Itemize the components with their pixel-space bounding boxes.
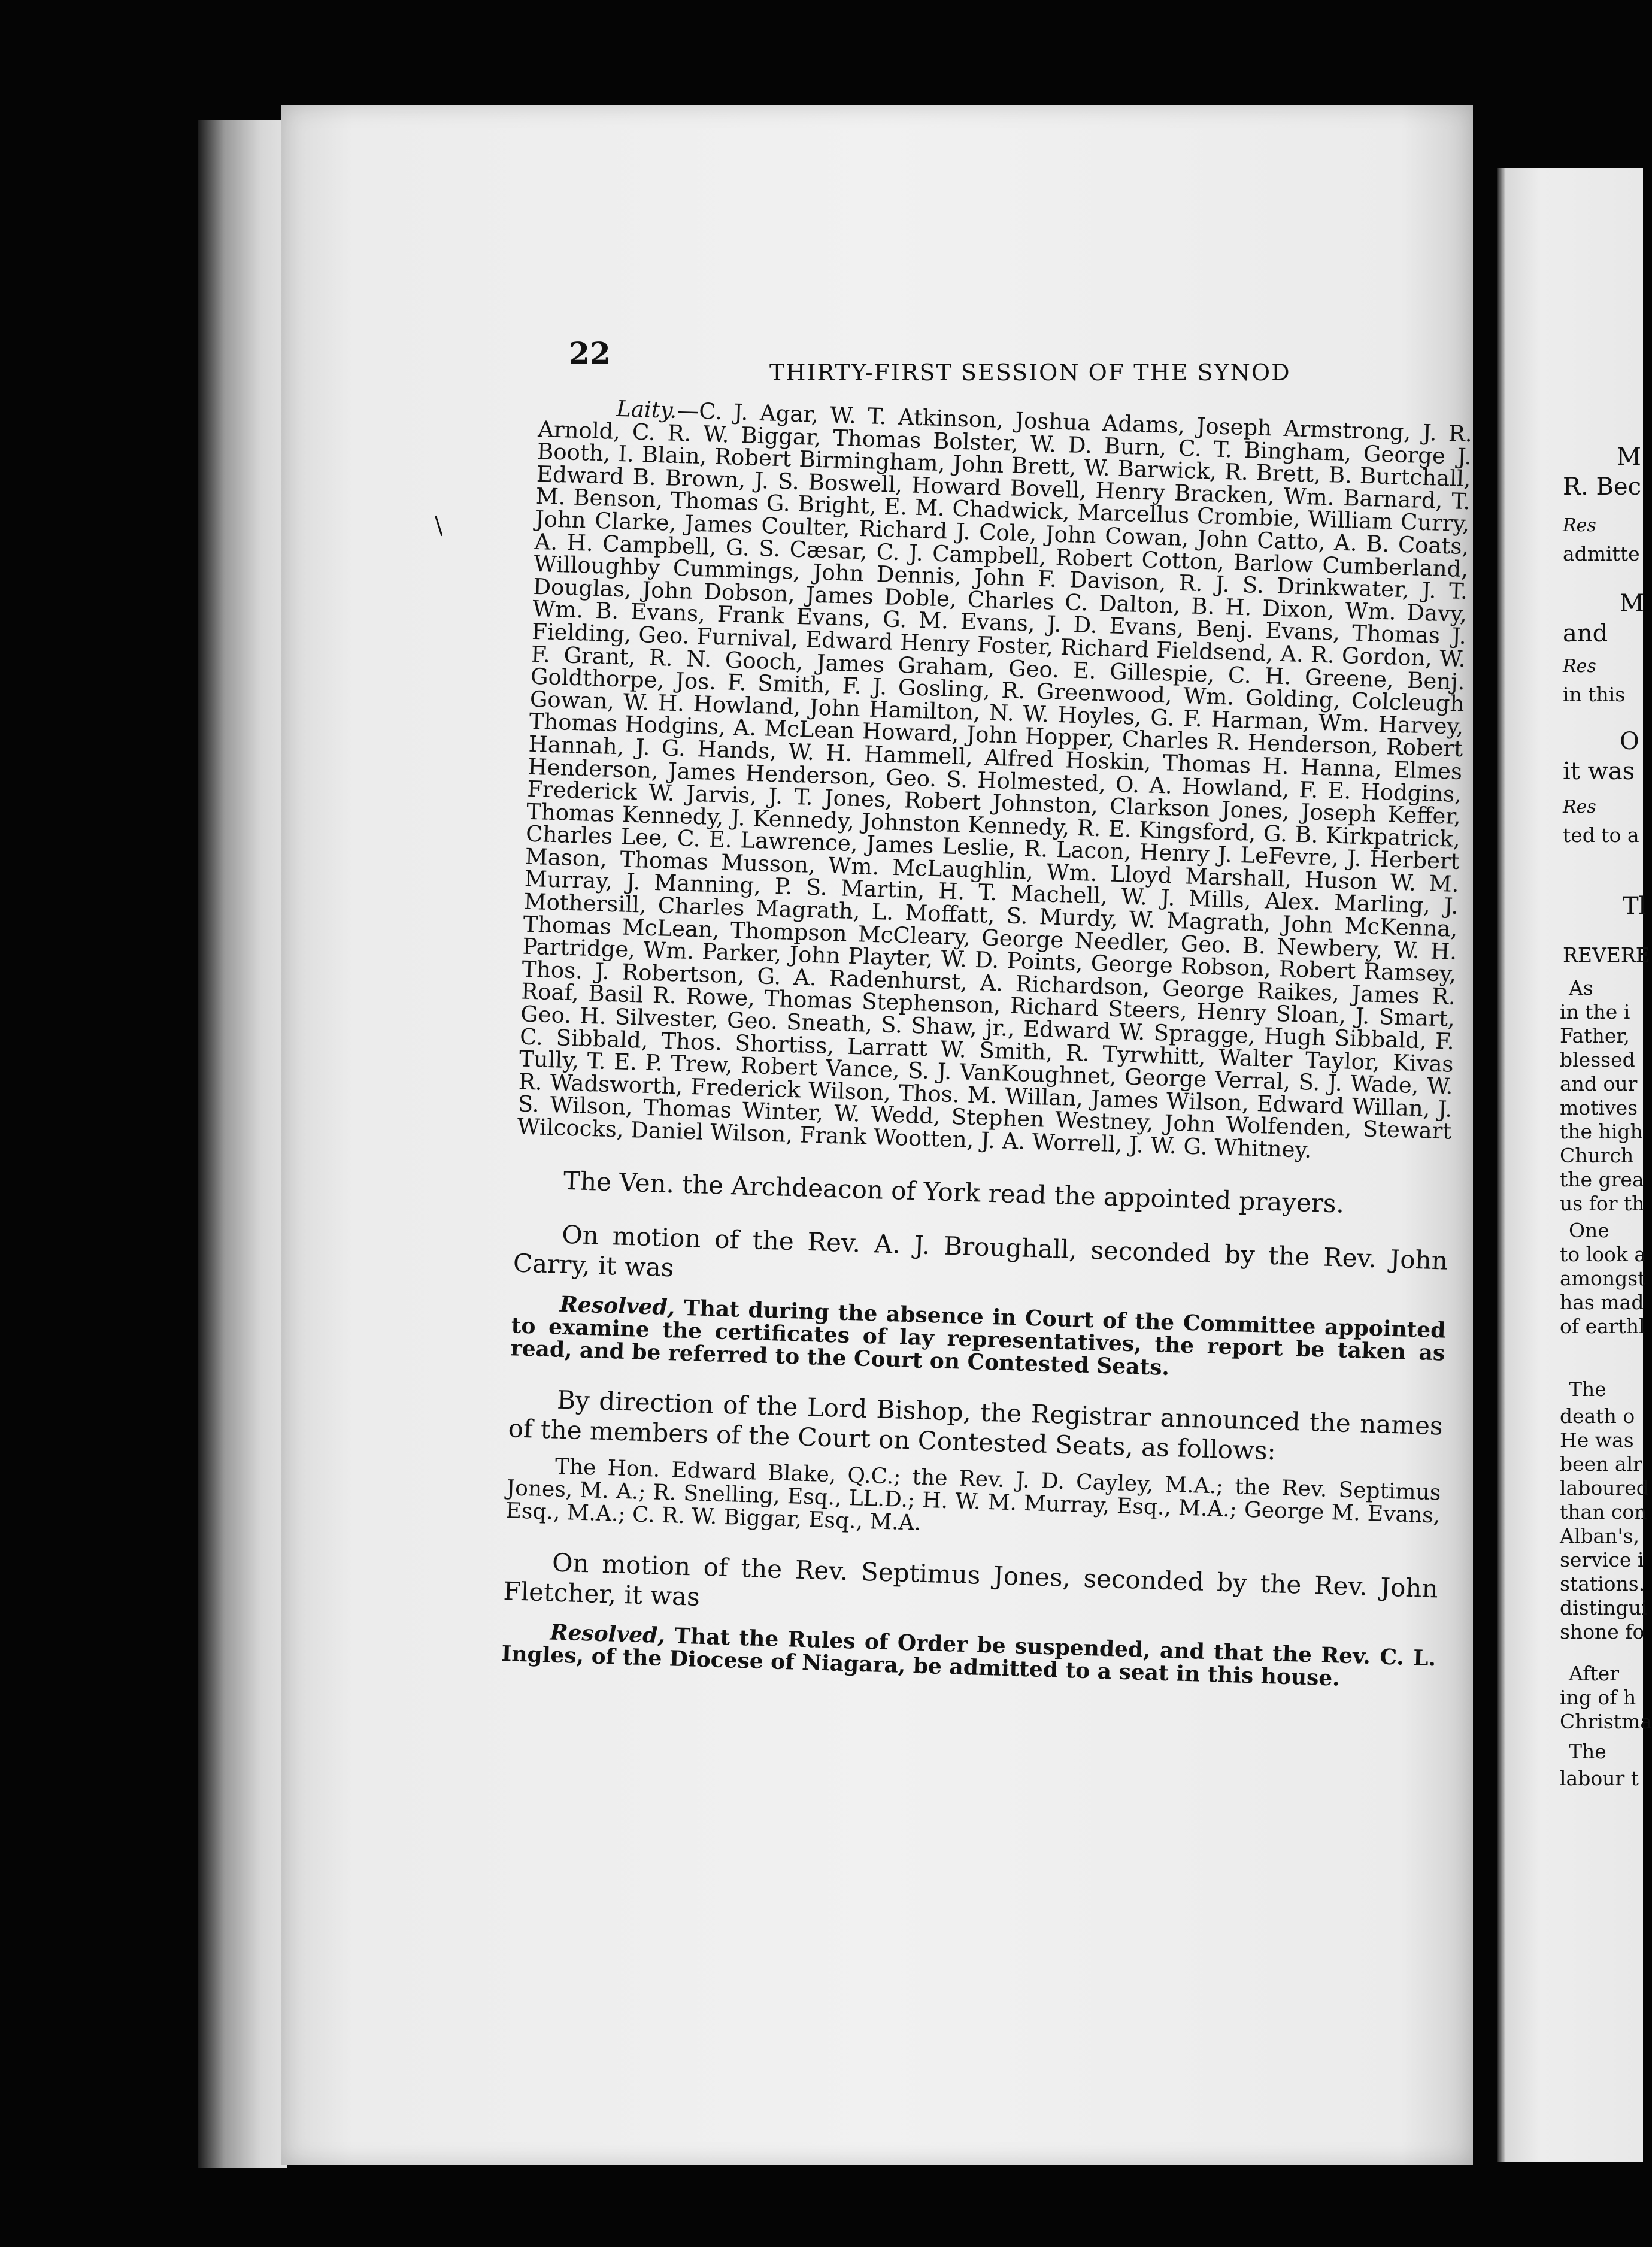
facing-page-line: M [1617,443,1641,471]
facing-page-line: Res [1563,656,1596,677]
facing-page-line: admitte [1563,542,1640,565]
facing-page-line: it was [1563,758,1635,785]
laity-label: Laity. [616,395,678,423]
facing-page-line: the grea [1560,1168,1644,1191]
motion-paragraph-2: On motion of the Rev. Septimus Jones, seconded by the Rev. John Fletcher, it was [503,1548,1439,1612]
motion-paragraph-1: On motion of the Rev. A. J. Broughall, seconded by the Rev. John Carry, it was [513,1219,1448,1282]
facing-page-line: in the i [1560,1000,1630,1023]
facing-page-line: blessed [1560,1048,1635,1071]
resolution-1-text: That during the absence in Court of the Committee appointed to examine the certificates of lay representatives, the report be taken as read, and be referred to the Court on Contested Seats. [510,1295,1446,1380]
facing-page-line: amongst [1560,1267,1646,1290]
facing-page-line: the high [1560,1120,1643,1143]
facing-page-line: ted to a [1563,823,1639,847]
facing-page-line: of earthl [1560,1315,1645,1338]
direction-paragraph: By direction of the Lord Bishop, the Registrar announced the names of the members of the Court on Contested Seats, as follows: [508,1385,1444,1465]
facing-page-line: ing of h [1560,1686,1636,1709]
facing-page-line: labour t [1560,1767,1639,1790]
resolution-1 [510,1291,1446,1387]
page-number: 22 [569,335,611,371]
running-head: THIRTY-FIRST SESSION OF THE SYNOD [769,359,1291,386]
facing-page-line: Christma [1560,1710,1652,1733]
facing-page-line: distingui [1560,1596,1648,1619]
facing-page-line: and [1563,620,1608,647]
facing-page-line: Church [1560,1144,1634,1167]
facing-page-line: R. Bec [1563,473,1642,501]
facing-page-line: Res [1563,797,1596,817]
court-members: The Hon. Edward Blake, Q.C.; the Rev. J. D. Cayley, M.A.; the Rev. Septimus Jones, M. A.; R. Snelling, Esq., LL.D.; H. W. M. Murray, Esq., M.A.; George M. Evans, Esq., M.A.; C. R. W. Biggar, Esq., M.A. [505,1454,1441,1536]
facing-page-line: M [1620,590,1644,617]
facing-page-line: The [1569,1377,1606,1401]
facing-page-line: has mad [1560,1291,1644,1314]
resolution-2-text: That the Rules of Order be suspended, and that the Rev. C. L. Ingles, of the Diocese of Niagara, be admitted to a seat in this house. [501,1622,1436,1691]
facing-page-line: laboured [1560,1476,1649,1500]
facing-page-line: One [1569,1219,1609,1242]
facing-page-line: to look a [1560,1243,1647,1266]
facing-page-line: As [1569,976,1593,1000]
facing-page-line: us for th [1560,1192,1645,1215]
facing-page-line: O [1620,728,1639,755]
facing-page-line: and our [1560,1072,1638,1095]
facing-page-line: Tl [1623,892,1647,920]
facing-page-line: The [1569,1740,1606,1763]
facing-page-line: After [1569,1662,1620,1685]
facing-page-line: motives [1560,1096,1638,1119]
resolved-label-2: Resolved, [550,1619,666,1648]
facing-page-line: been alr [1560,1452,1642,1476]
left-page-edge [198,120,287,2168]
laity-list [517,395,1472,1165]
prayers-paragraph: The Ven. the Archdeacon of York read the appointed prayers. [563,1165,1345,1219]
page-body [501,395,1472,1692]
resolved-label-1: Resolved, [559,1291,675,1320]
facing-page-line: Father, [1560,1024,1630,1047]
facing-page-line: Alban's, [1560,1524,1639,1548]
facing-page-line: stations. [1560,1572,1645,1595]
facing-page-line: death o [1560,1404,1635,1428]
facing-page-line: service i [1560,1548,1644,1571]
pencil-mark: / [428,512,450,540]
facing-page-line: shone fo [1560,1620,1645,1643]
facing-page-line: than con [1560,1500,1647,1524]
laity-names: —C. J. Agar, W. T. Atkinson, Joshua Adams, Joseph Armstrong, J. R. Arnold, C. R. W. Biggar, Thomas Bolster, W. D. Burn, C. T. Bingham, George J. Booth, I. Blain, Robert Birmingham, John Brett, W. Barwick, R. Brett, B. Burtchall, Edward B. Brown, J. S. Boswell, Howard Bovell, Henry Bracken, Wm. Barnard, T. M. Benson, Thomas G. Bright, E. M. Chadwick, Marcellus Crombie, William Curry, John Clarke, James Coulter, Richard J. Cole, John Cowan, John Catto, A. B. Coats, A. H. Campbell, G. S. Cæsar, C. J. Campbell, Robert Cotton, Barlow Cumberland, Willoughby Cummings, John Dennis, John F. Davison, R. J. S. Drinkwater, J. T. Douglas, John Dobson, James Doble, Charles C. Dalton, B. H. Dixon, Wm. Davy, Wm. B. Evans, Frank Evans, G. M. Evans, J. D. Evans, Benj. Evans, Thomas J. Fielding, Geo. Furnival, Edward Henry Foster, Richard Fieldsend, A. R. Gordon, W. F. Grant, R. N. Gooch, James Graham, Geo. E. Gillespie, C. H. Greene, Benj. Goldthorpe, Jos. F. Smith, F. J. Gosling, R. Greenwood, Wm. Golding, Colcleugh Gowan, W. H. Howland, John Hamilton, N. W. Hoyles, G. F. Harman, Wm. Harvey, Thomas Hodgins, A. McLean Howard, John Hopper, Charles R. Henderson, Robert Hannah, J. G. Hands, W. H. Hammell, Alfred Hoskin, Thomas H. Hanna, Elmes Henderson, James Henderson, Geo. S. Holmested, O. A. Howland, F. E. Hodgins, Frederick W. Jarvis, J. T. Jones, Robert Johnston, Clarkson Jones, Joseph Keffer, Thomas Kennedy, J. Kennedy, Johnston Kennedy, R. E. Kingsford, G. B. Kirkpatrick, Charles Lee, C. E. Lawrence, James Leslie, R. Lacon, Henry J. LeFevre, J. Herbert Mason, Thomas Musson, Wm. McLaughlin, Wm. Lloyd Marshall, Huson W. M. Murray, J. Manning, P. S. Martin, H. T. Machell, W. J. Mills, Alex. Marling, J. Mothersill, Charles Magrath, L. Moffatt, S. Murdy, W. Magrath, John McKenna, Thomas McLean, Thompson McCleary, George Needler, Geo. B. Newbery, W. H. Partridge, Wm. Parker, John Playter, W. D. Points, George Robson, Robert Ramsey, Thos. J. Robertson, G. A. Radenhurst, A. Richardson, George Raikes, James R. Roaf, Basil R. Rowe, Thomas Stephenson, Richard Steers, Henry Sloan, J. Smart, Geo. H. Silvester, Geo. Sneath, S. Shaw, jr., Edward W. Spragge, Hugh Sibbald, F. C. Sibbald, Thos. Shortiss, Larratt W. Smith, R. Tyrwhitt, Walter Taylor, Kivas Tully, T. E. P. Trew, Robert Vance, S. J. VanKoughnet, George Verral, S. J. Wade, W. R. Wadsworth, Frederick Wilson, Thos. M. Willan, James Wilson, Edward Willan, J. S. Wilson, Thomas Winter, W. Wedd, Stephen Westney, John Wolfenden, Stewart Wilcocks, Daniel Wilson, Frank Wootten, J. A. Worrell, J. W. G. Whitney. [517,397,1473,1163]
facing-page-line: He was [1560,1428,1634,1452]
facing-page-line: REVERE [1563,943,1650,967]
facing-page-line: in this [1563,683,1626,706]
facing-page-line: Res [1563,515,1596,536]
